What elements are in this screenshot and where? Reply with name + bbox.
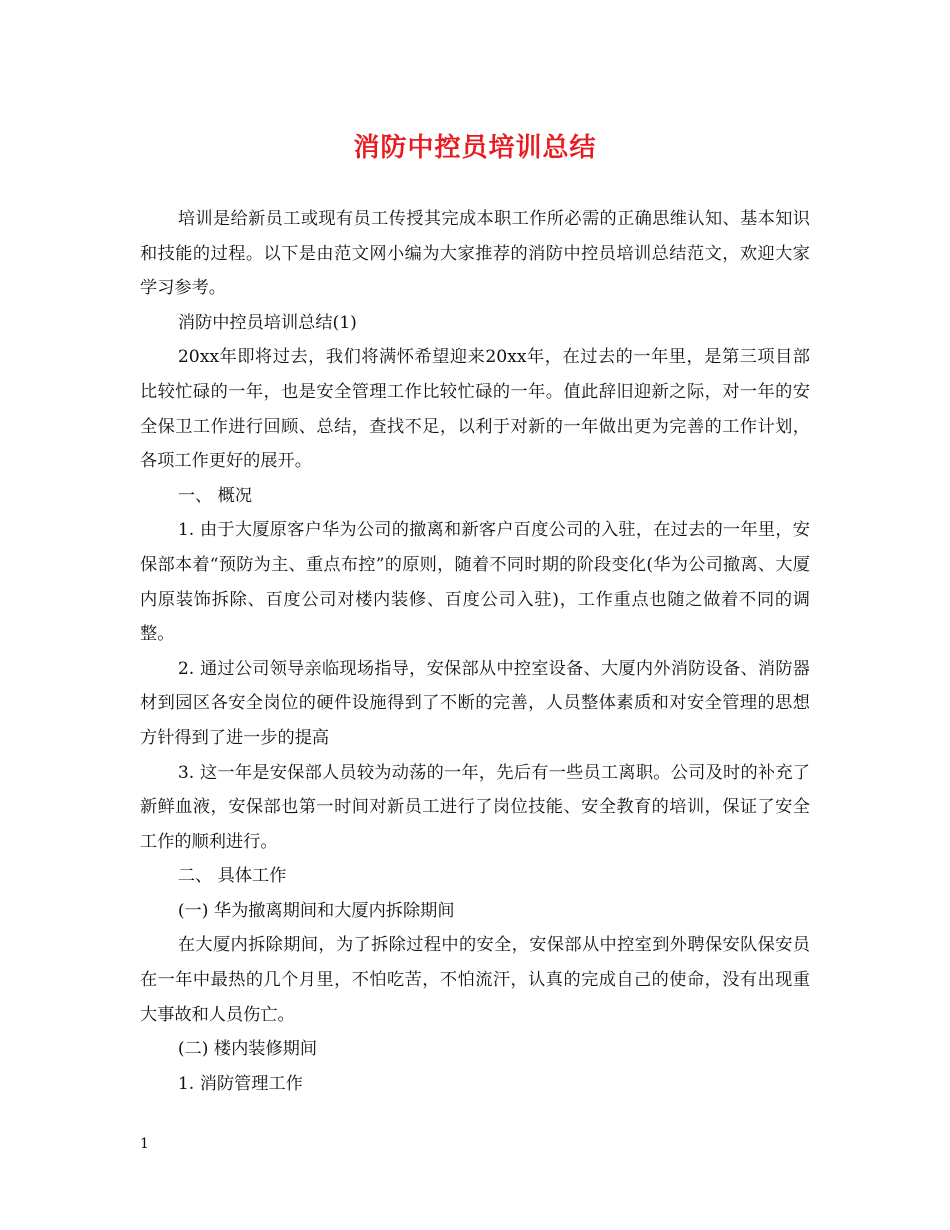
paragraph-overview-1: 1. 由于大厦原客户华为公司的撤离和新客户百度公司的入驻，在过去的一年里，安保部本着“预防为主、重点布控”的原则，随着不同时期的阶段变化(华为公司撤离、大厦内原装饰拆除、百度公司对楼内装修、百度公司入驻)，工作重点也随之做着不同的调整。 xyxy=(140,520,810,645)
paragraph-fire-management: 1. 消防管理工作 xyxy=(177,1073,303,1094)
paragraph-demolition: 在大厦内拆除期间，为了拆除过程中的安全，安保部从中控室到外聘保安队保安员在一年中最热的几个月里，不怕吃苦，不怕流汗，认真的完成自己的使命，没有出现重大事故和人员伤亡。 xyxy=(140,935,810,1025)
paragraph-overview-3: 3. 这一年是安保部人员较为动荡的一年，先后有一些员工离职。公司及时的补充了新鲜血液，安保部也第一时间对新员工进行了岗位技能、安全教育的培训，保证了安全工作的顺利进行。 xyxy=(140,762,810,852)
page-number: 1 xyxy=(140,1136,149,1152)
document-body xyxy=(140,202,810,1101)
subsection-heading-2: (二) 楼内装修期间 xyxy=(177,1039,318,1060)
paragraph-opening: 20xx年即将过去，我们将满怀希望迎来20xx年，在过去的一年里，是第三项目部比较忙碌的一年，也是安全管理工作比较忙碌的一年。值此辞旧迎新之际，对一年的安全保卫工作进行回顾、总结，查找不足，以利于对新的一年做出更为完善的工作计划，各项工作更好的展开。 xyxy=(140,347,810,472)
section-heading-overview: 一、 概况 xyxy=(177,485,253,506)
page-title: 消防中控员培训总结 xyxy=(353,133,597,163)
section-heading-work: 二、 具体工作 xyxy=(177,866,287,887)
paragraph-intro: 培训是给新员工或现有员工传授其完成本职工作所必需的正确思维认知、基本知识和技能的过程。以下是由范文网小编为大家推荐的消防中控员培训总结范文，欢迎大家学习参考。 xyxy=(140,209,810,299)
paragraph-overview-2: 2. 通过公司领导亲临现场指导，安保部从中控室设备、大厦内外消防设备、消防器材到园区各安全岗位的硬件设施得到了不断的完善，人员整体素质和对安全管理的思想方针得到了进一步的提高 xyxy=(140,658,810,748)
subsection-heading-1: (一) 华为撤离期间和大厦内拆除期间 xyxy=(177,900,455,921)
paragraph-heading-1: 消防中控员培训总结(1) xyxy=(177,312,357,333)
